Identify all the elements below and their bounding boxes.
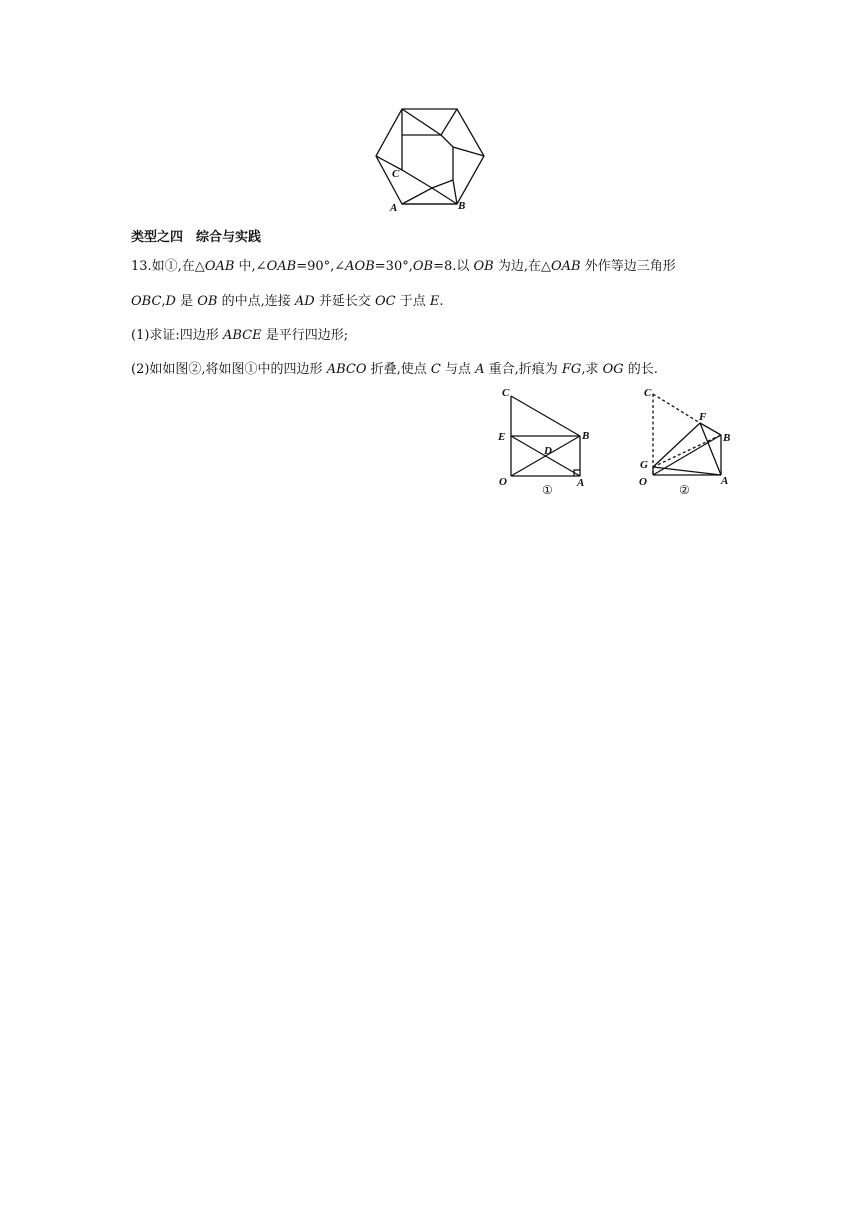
label-E: E bbox=[498, 431, 506, 443]
problem-part-1: (1)求证:四边形 ABCE 是平行四边形; bbox=[131, 328, 349, 343]
figure-1 bbox=[494, 384, 594, 500]
segment-FB bbox=[700, 423, 721, 435]
figure-caption: ② bbox=[679, 483, 690, 497]
segment-GA bbox=[653, 467, 721, 475]
label-B: B bbox=[582, 430, 590, 442]
segment-CF-dashed bbox=[653, 394, 700, 423]
section-title: 类型之四 综合与实践 bbox=[131, 230, 262, 245]
label-G: G bbox=[640, 459, 648, 471]
label-C: C bbox=[392, 168, 400, 180]
label-F: F bbox=[699, 411, 707, 423]
problem-part-2: (2)如如图②,将如图①中的四边形 ABCO 折叠,使点 C 与点 A 重合,折痕为 FG,求 OG 的长. bbox=[131, 362, 658, 377]
label-O: O bbox=[499, 476, 507, 488]
inner-fold-line bbox=[402, 109, 457, 135]
problem-line-1: 13.如①,在△OAB 中,∠OAB=90°,∠AOB=30°,OB=8.以 OB 为边,在△OAB 外作等边三角形 bbox=[131, 259, 676, 274]
figure-2 bbox=[636, 380, 740, 500]
label-C: C bbox=[502, 387, 510, 399]
hexagon-figure bbox=[370, 104, 490, 216]
label-A: A bbox=[721, 475, 729, 487]
figure-caption: ① bbox=[542, 483, 553, 497]
label-D: D bbox=[544, 445, 552, 457]
inner-fold-line bbox=[432, 188, 457, 204]
label-C: C bbox=[644, 387, 652, 399]
label-B: B bbox=[458, 200, 466, 212]
inner-fold-line bbox=[402, 180, 453, 204]
segment-FA bbox=[700, 423, 721, 475]
label-O: O bbox=[639, 476, 647, 488]
inner-fold-line bbox=[453, 147, 457, 204]
segment-OB bbox=[653, 435, 721, 475]
label-B: B bbox=[723, 432, 731, 444]
label-A: A bbox=[577, 477, 585, 489]
label-A: A bbox=[390, 202, 398, 214]
problem-line-2: OBC,D 是 OB 的中点,连接 AD 并延长交 OC 于点 E. bbox=[131, 294, 444, 309]
segment-CB bbox=[511, 396, 580, 436]
segment-GF bbox=[653, 423, 700, 467]
